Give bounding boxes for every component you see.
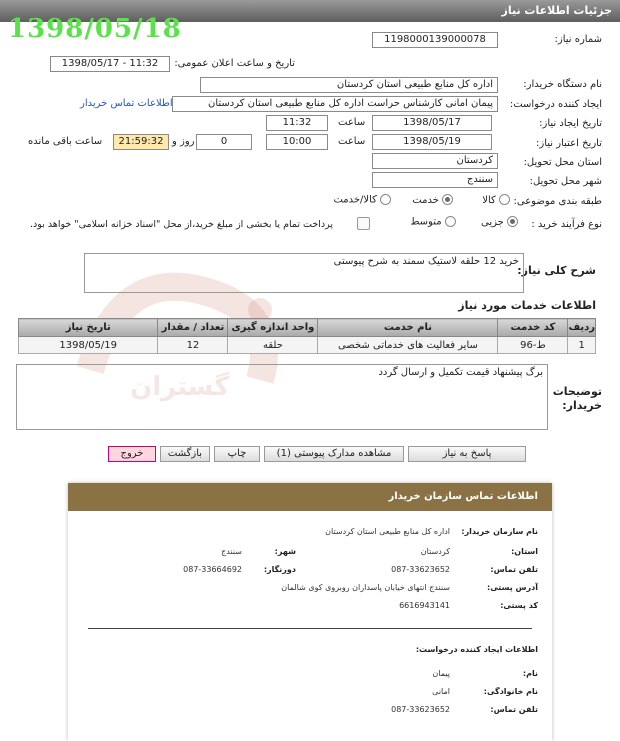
created-date-field: 1398/05/17: [372, 115, 492, 131]
creator-family-value: امانی: [432, 687, 450, 696]
col-name: نام خدمت: [318, 319, 498, 337]
buyer-notes-label: توضیحات خریدار:: [552, 385, 602, 412]
creator-phone-label: تلفن تماس:: [490, 705, 538, 714]
province-value: کردستان: [420, 547, 450, 556]
created-time-field: 11:32: [266, 115, 328, 131]
org-value: اداره کل منابع طبیعی استان کردستان: [325, 527, 450, 536]
category-label: طبقه بندی موضوعی:: [513, 196, 602, 207]
cell-code: ط-96: [498, 337, 568, 354]
city-value: سنندج: [221, 547, 242, 556]
contact-card-header: اطلاعات تماس سازمان خریدار: [68, 483, 552, 511]
services-header-row: [19, 319, 596, 337]
creator-name-value: پیمان: [432, 669, 450, 678]
treasury-payment-note: پرداخت تمام یا بخشی از مبلغ خرید،از محل "اسناد خزانه اسلامی" خواهد بود.: [30, 219, 333, 230]
purchase-small-label: جزیی: [480, 216, 504, 228]
purchase-medium-label: متوسط: [410, 216, 442, 228]
cell-qty: 12: [158, 337, 228, 354]
creator-family-label: نام خانوادگی:: [483, 687, 538, 696]
fax-label: دورنگار:: [263, 565, 296, 574]
creator-title: اطلاعات ایجاد کننده درخواست:: [415, 645, 538, 654]
announce-label: تاریخ و ساعت اعلان عمومی:: [174, 58, 295, 69]
purchase-type-label: نوع فرآیند خرید :: [531, 219, 602, 230]
remaining-time-field: 21:59:32: [113, 134, 169, 150]
requester-field: پیمان امانی کارشناس حراست اداره کل منابع طبیعی استان کردستان: [172, 96, 498, 112]
org-label: نام سازمان خریدار:: [461, 527, 538, 536]
category-both-radio[interactable]: [380, 194, 391, 205]
contact-info-link[interactable]: اطلاعات تماس خریدار: [80, 98, 173, 109]
category-service-label: خدمت: [412, 194, 439, 206]
buyer-org-field: اداره کل منابع طبیعی استان کردستان: [200, 77, 498, 93]
purchase-type-options: [378, 216, 518, 228]
city-field: سنندج: [372, 172, 498, 188]
description-textarea[interactable]: خرید 12 حلقه لاستیک سمند به شرح پیوستی: [84, 253, 524, 293]
cell-name: سایر فعالیت های خدماتی شخصی: [318, 337, 498, 354]
phone-value: 087-33623652: [391, 565, 450, 574]
province-field: کردستان: [372, 153, 498, 169]
days-label: روز و: [172, 136, 195, 147]
back-button[interactable]: بازگشت: [160, 446, 210, 462]
address-label: آدرس پستی:: [487, 583, 538, 592]
created-date-label: تاریخ ایجاد نیاز:: [539, 118, 602, 129]
cell-unit: حلقه: [228, 337, 318, 354]
category-goods-label: کالا: [482, 194, 496, 206]
city-label: شهر محل تحویل:: [529, 176, 602, 187]
date-stamp: 1398/05/18: [8, 14, 182, 44]
col-code: کد خدمت: [498, 319, 568, 337]
remaining-label: ساعت باقی مانده: [28, 136, 103, 147]
attachments-button[interactable]: مشاهده مدارک پیوستی (1): [264, 446, 404, 462]
announce-field: 1398/05/17 - 11:32: [50, 56, 170, 72]
postal-value: 6616943141: [399, 601, 450, 610]
reply-button[interactable]: پاسخ به نیاز: [408, 446, 526, 462]
category-both-label: کالا/خدمت: [333, 194, 377, 206]
treasury-payment-checkbox[interactable]: [357, 217, 370, 230]
category-options: [300, 194, 510, 206]
exit-button[interactable]: خروج: [108, 446, 156, 462]
services-title: اطلاعات خدمات مورد نیاز: [458, 299, 596, 312]
watermark-text: گستران: [130, 372, 230, 402]
validity-date-label: تاریخ اعتبار نیاز:: [536, 138, 602, 149]
need-number-label: شماره نیاز:: [554, 34, 602, 45]
requester-label: ایجاد کننده درخواست:: [509, 99, 602, 110]
created-hour-label: ساعت: [338, 117, 366, 128]
col-qty: تعداد / مقدار: [158, 319, 228, 337]
card-divider: [88, 628, 532, 629]
description-label: شرح کلی نیاز:: [517, 264, 596, 277]
print-button[interactable]: چاپ: [214, 446, 260, 462]
postal-label: کد پستی:: [500, 601, 538, 610]
col-date: تاریخ نیاز: [19, 319, 158, 337]
validity-date-field: 1398/05/19: [372, 134, 492, 150]
days-field: 0: [196, 134, 252, 150]
services-table: [18, 318, 596, 354]
validity-time-field: 10:00: [266, 134, 328, 150]
city-label: شهر:: [274, 547, 296, 556]
province-label: استان:: [511, 547, 538, 556]
buyer-notes-textarea[interactable]: برگ پیشنهاد قیمت تکمیل و ارسال گردد: [16, 364, 548, 430]
col-unit: واحد اندازه گیری: [228, 319, 318, 337]
header-title: جزئیات اطلاعات نیاز: [501, 4, 612, 17]
category-service-radio[interactable]: [442, 194, 453, 205]
creator-name-label: نام:: [522, 669, 538, 678]
need-number-field: 1198000139000078: [372, 32, 498, 48]
purchase-medium-radio[interactable]: [445, 216, 456, 227]
col-row: ردیف: [568, 319, 596, 337]
fax-value: 087-33664692: [183, 565, 242, 574]
creator-phone-value: 087-33623652: [391, 705, 450, 714]
category-goods-radio[interactable]: [499, 194, 510, 205]
address-value: سنندج انتهای خیابان پاسداران روبروی کوی شالمان: [281, 583, 450, 592]
cell-date: 1398/05/19: [19, 337, 158, 354]
purchase-small-radio[interactable]: [507, 216, 518, 227]
contact-card: [68, 483, 552, 741]
province-label: استان محل تحویل:: [523, 157, 602, 168]
cell-row: 1: [568, 337, 596, 354]
validity-hour-label: ساعت: [338, 136, 366, 147]
buyer-org-label: نام دستگاه خریدار:: [523, 79, 602, 90]
phone-label: تلفن تماس:: [490, 565, 538, 574]
table-row: [19, 337, 596, 354]
